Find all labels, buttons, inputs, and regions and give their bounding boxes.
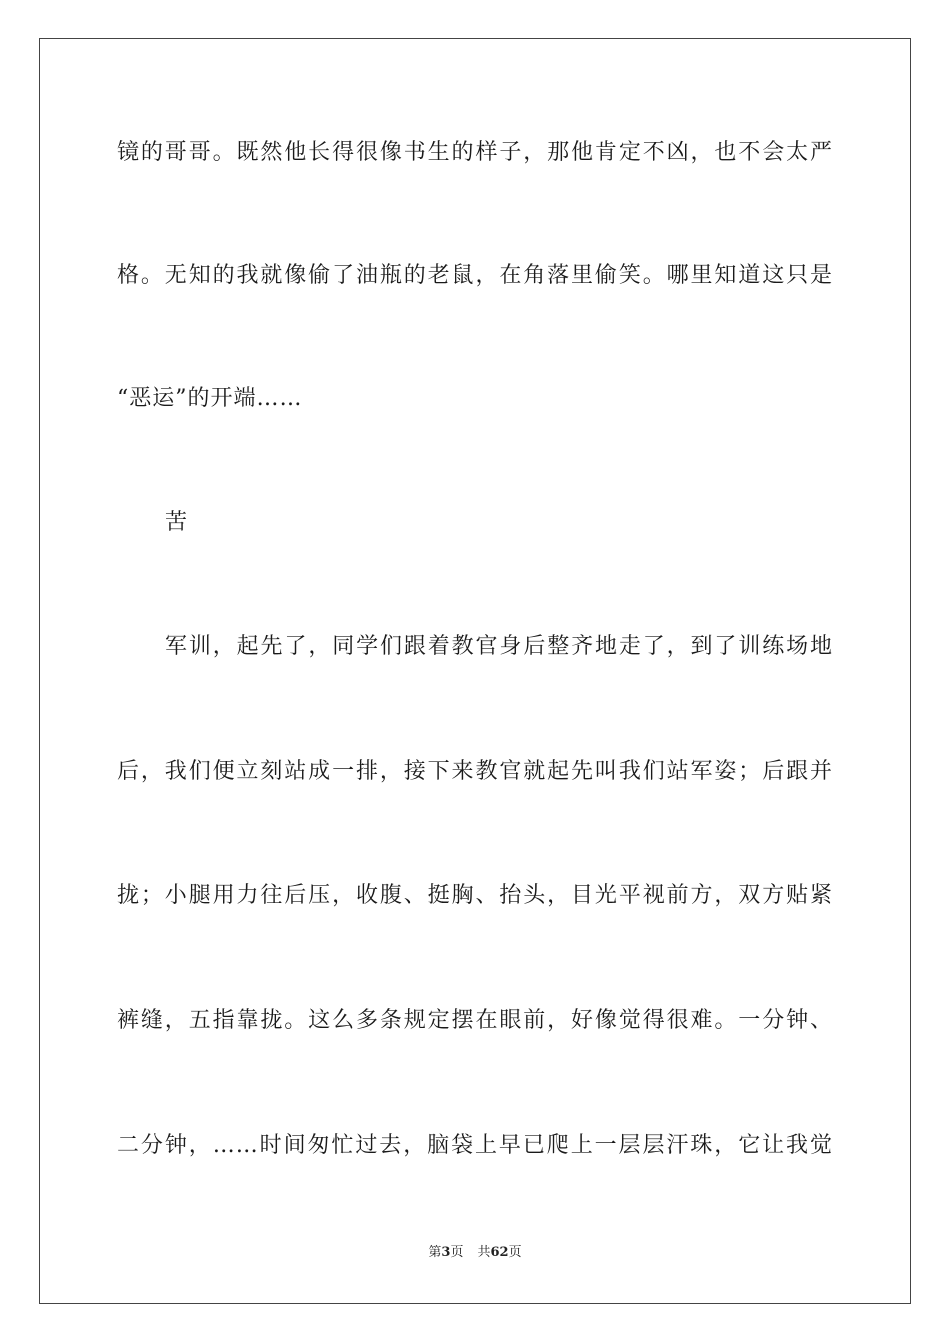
paragraph-line: 二分钟，……时间匆忙过去，脑袋上早已爬上一层层汗珠，它让我觉 bbox=[117, 1133, 833, 1158]
page-footer bbox=[0, 1244, 950, 1262]
paragraph-line: 后，我们便立刻站成一排，接下来教官就起先叫我们站军姿；后跟并 bbox=[117, 759, 833, 784]
section-heading: 苦 bbox=[165, 510, 189, 535]
page-suffix: 页 bbox=[450, 1245, 464, 1260]
page-prefix: 第 bbox=[428, 1245, 442, 1260]
page-number: 3 bbox=[441, 1245, 451, 1260]
paragraph-line: 格。无知的我就像偷了油瓶的老鼠，在角落里偷笑。哪里知道这只是 bbox=[117, 263, 833, 288]
paragraph-line: 镜的哥哥。既然他长得很像书生的样子，那他肯定不凶，也不会太严 bbox=[117, 140, 833, 165]
paragraph-line: 裤缝，五指靠拢。这么多条规定摆在眼前，好像觉得很难。一分钟、 bbox=[117, 1008, 833, 1033]
total-prefix: 共 bbox=[477, 1245, 491, 1260]
total-suffix: 页 bbox=[508, 1245, 522, 1260]
paragraph-line: 军训，起先了，同学们跟着教官身后整齐地走了，到了训练场地 bbox=[165, 634, 833, 659]
page-border bbox=[39, 38, 911, 1304]
total-pages: 62 bbox=[490, 1245, 509, 1260]
paragraph-line: “恶运”的开端…… bbox=[117, 386, 303, 411]
paragraph-line: 拢；小腿用力往后压，收腹、挺胸、抬头，目光平视前方，双方贴紧 bbox=[117, 883, 833, 908]
